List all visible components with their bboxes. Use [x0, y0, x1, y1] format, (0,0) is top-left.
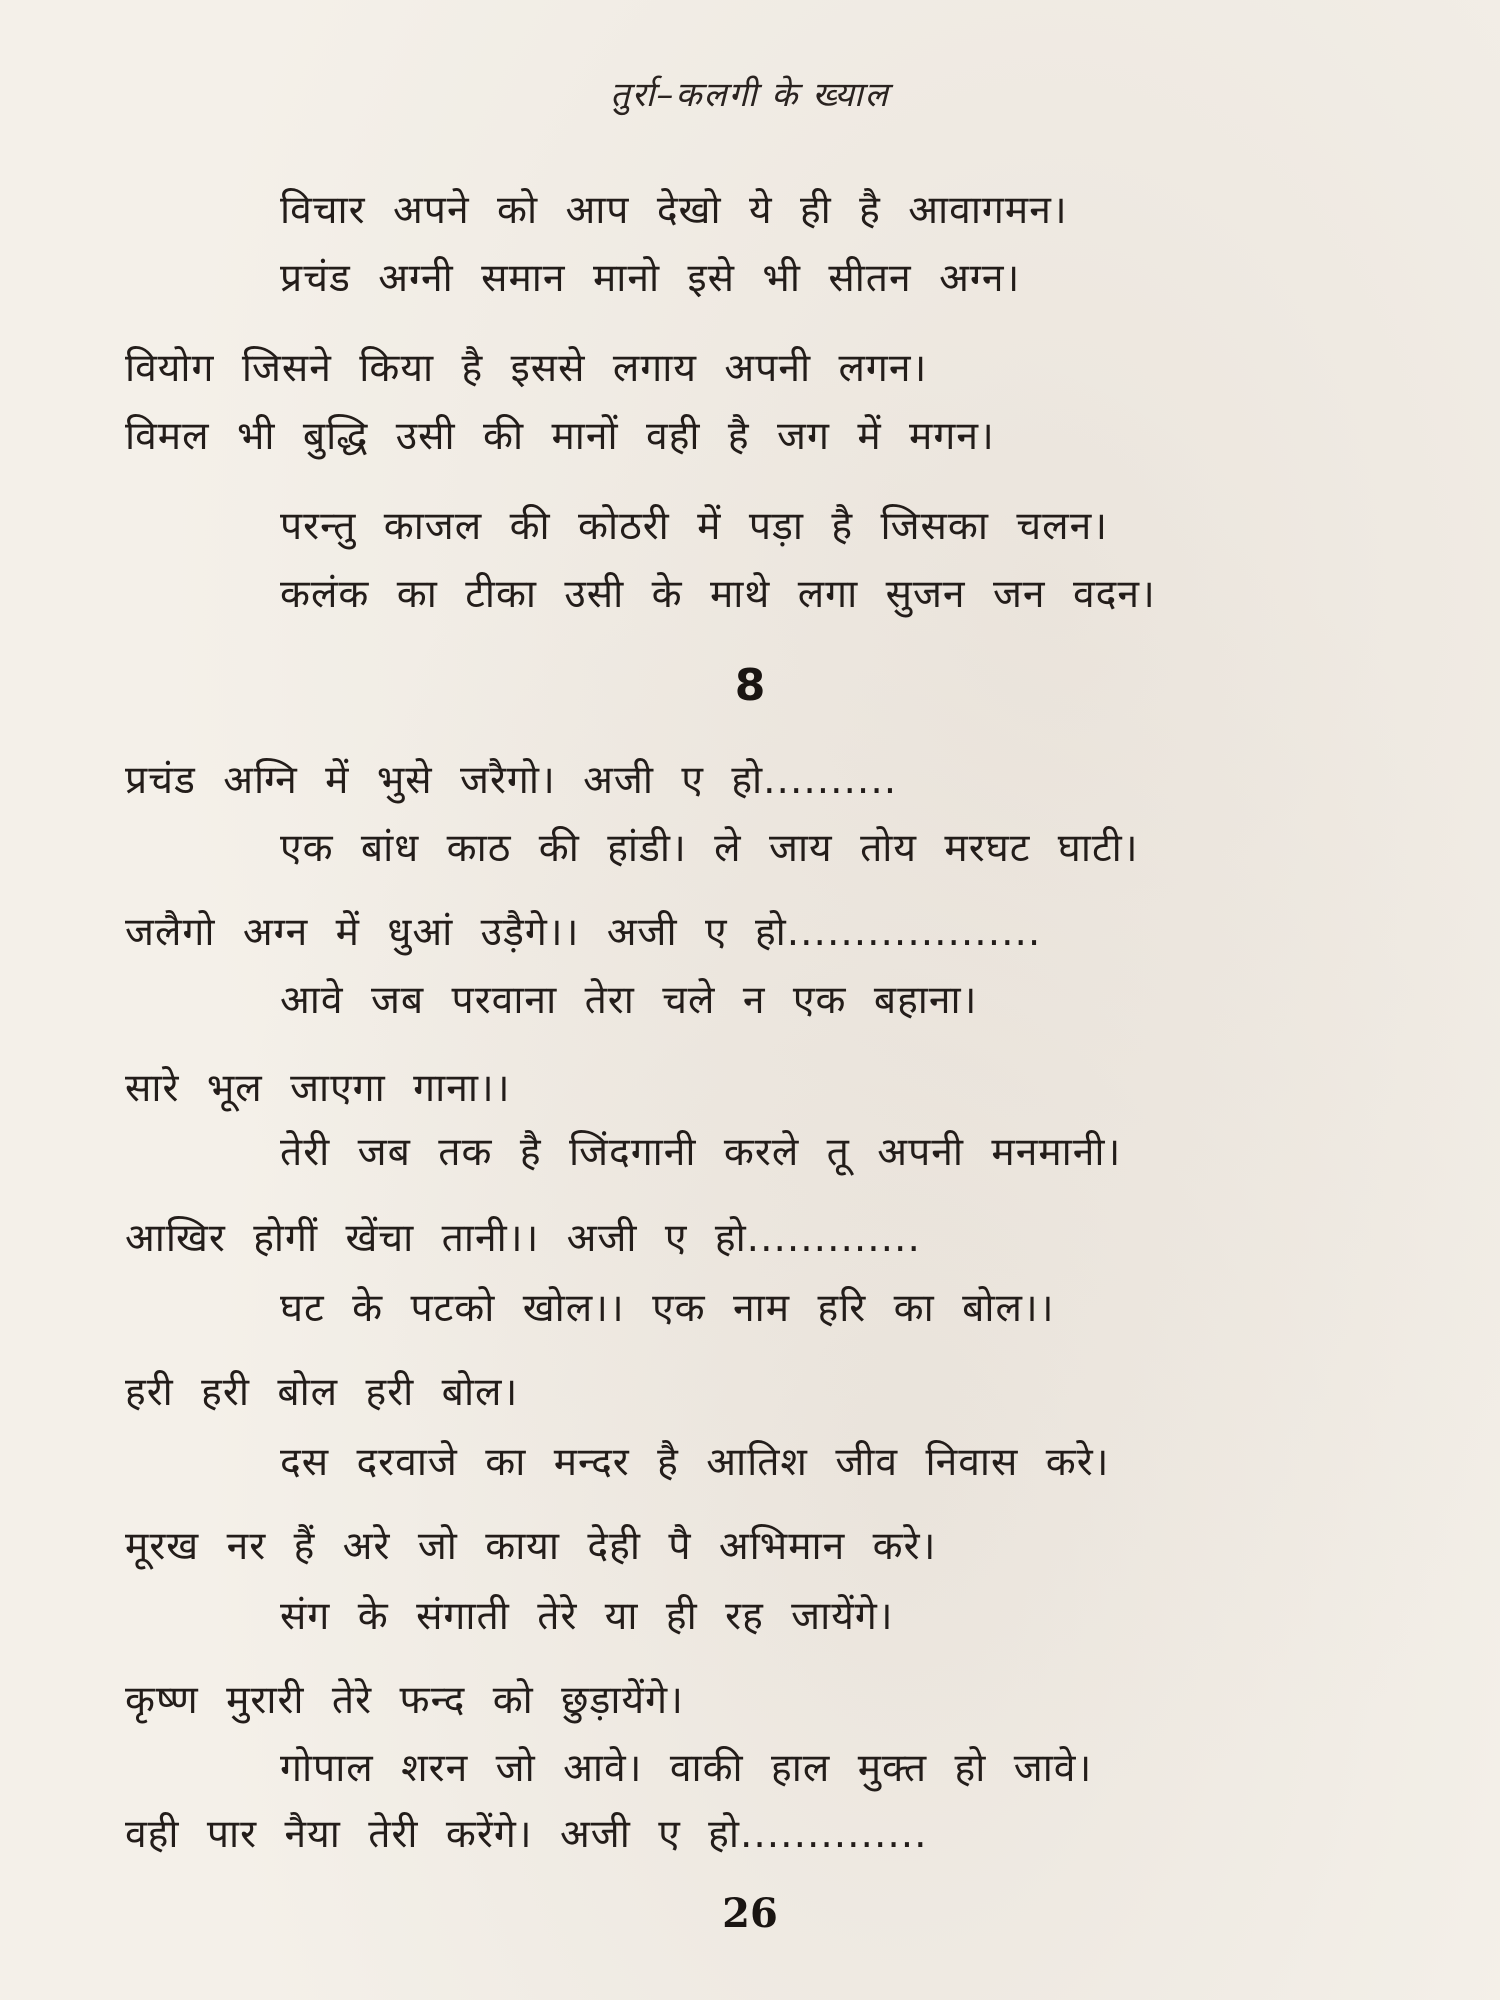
text-line: विचार अपने को आप देखो ये ही है आवागमन।	[280, 188, 1068, 233]
verse-line: प्रचंड अग्नि में भुसे जरैगो। अजी ए हो..........	[125, 758, 898, 803]
verse-line: मूरख नर हैं अरे जो काया देही पै अभिमान करे।	[125, 1524, 937, 1569]
text-line: कलंक का टीका उसी के माथे लगा सुजन जन वदन।	[280, 572, 1156, 617]
running-header: तुर्रा–कलगी के ख्याल	[610, 75, 890, 115]
verse-line: कृष्ण मुरारी तेरे फन्द को छुड़ायेंगे।	[125, 1678, 684, 1723]
verse-line: जलैगो अग्न में धुआं उड़ैगे।। अजी ए हो...................	[125, 910, 1042, 955]
text-line: प्रचंड अग्नी समान मानो इसे भी सीतन अग्न।	[280, 256, 1021, 301]
verse-line: हरी हरी बोल हरी बोल।	[125, 1370, 519, 1415]
verse-line: एक बांध काठ की हांडी। ले जाय तोय मरघट घाटी।	[280, 826, 1139, 871]
verse-line: गोपाल शरन जो आवे। वाकी हाल मुक्त हो जावे।	[280, 1746, 1093, 1791]
page-number: 26	[722, 1890, 778, 1937]
section-number: 8	[734, 660, 766, 711]
verse-line: सारे भूल जाएगा गाना।।	[125, 1066, 511, 1111]
text-line: परन्तु काजल की कोठरी में पड़ा है जिसका चलन।	[280, 504, 1109, 549]
verse-line: तेरी जब तक है जिंदगानी करले तू अपनी मनमानी।	[280, 1130, 1122, 1175]
text-line: वियोग जिसने किया है इससे लगाय अपनी लगन।	[125, 346, 928, 391]
verse-line: आखिर होगीं खेंचा तानी।। अजी ए हो.............	[125, 1216, 921, 1261]
verse-line: आवे जब परवाना तेरा चले न एक बहाना।	[280, 978, 978, 1023]
verse-line: वही पार नैया तेरी करेंगे। अजी ए हो..............	[125, 1812, 928, 1857]
verse-line: घट के पटको खोल।। एक नाम हरि का बोल।।	[280, 1286, 1055, 1331]
verse-line: संग के संगाती तेरे या ही रह जायेंगे।	[280, 1594, 894, 1639]
text-line: विमल भी बुद्धि उसी की मानों वही है जग में मगन।	[125, 414, 995, 459]
verse-line: दस दरवाजे का मन्दर है आतिश जीव निवास करे।	[280, 1440, 1110, 1485]
